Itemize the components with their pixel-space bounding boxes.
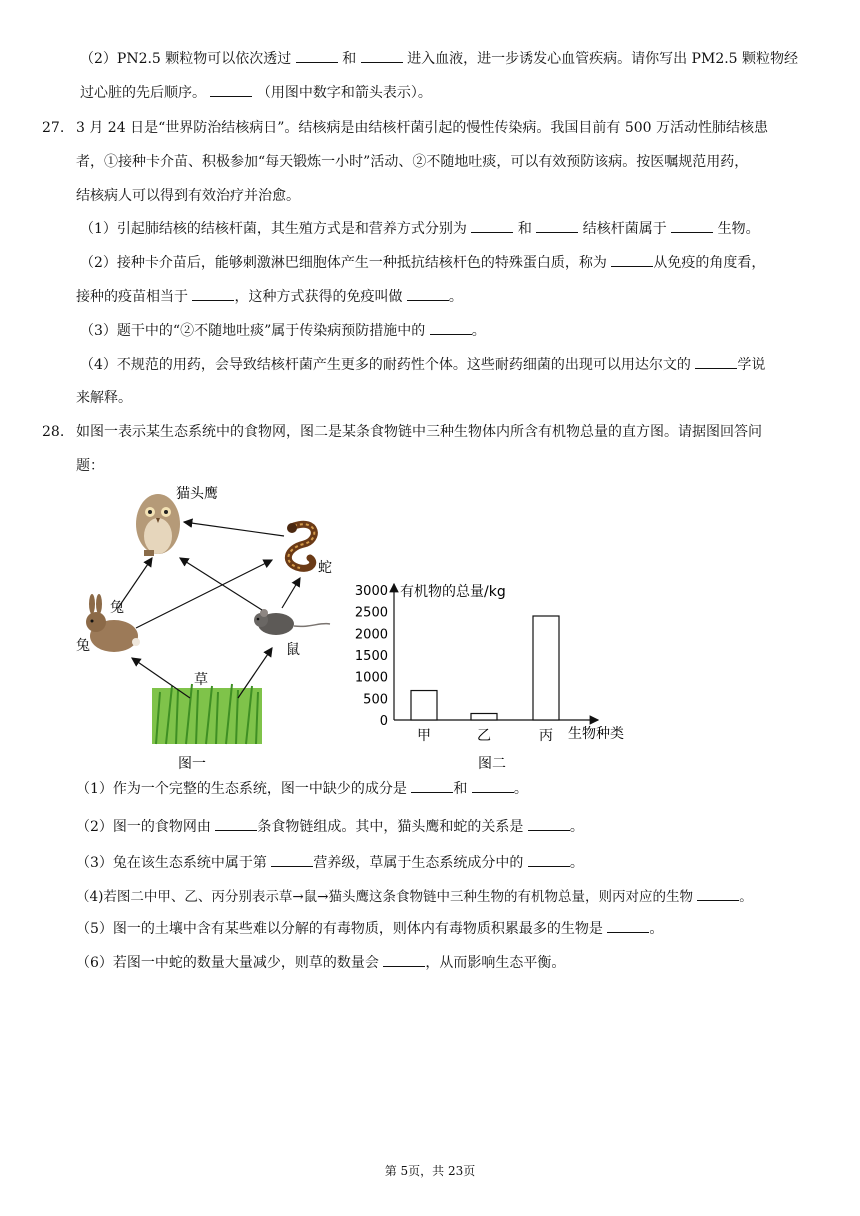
y-tick-label: 2500: [354, 605, 388, 621]
answer-blank[interactable]: [528, 852, 570, 867]
figure2-caption: 图二: [478, 756, 506, 772]
q26-sub2-and: 和: [342, 51, 357, 67]
food-web-figure: [72, 478, 342, 774]
answer-blank[interactable]: [528, 816, 570, 831]
answer-blank[interactable]: [472, 778, 514, 793]
rabbit-label-left: 兔: [76, 638, 90, 654]
y-tick-label: 500: [363, 692, 388, 708]
answer-blank[interactable]: [361, 48, 403, 63]
q28-sub1: [76, 778, 528, 799]
arrow-snake-to-owl: [184, 522, 284, 536]
q27-sub1-text: （1）引起肺结核的结核杆菌，其生殖方式是和营养方式分别为: [80, 221, 467, 237]
y-axis-label: 有机物的总量/kg: [400, 584, 506, 600]
q27-sub2-text-d: ，这种方式获得的免疫叫做: [234, 289, 403, 305]
y-tick-label: 0: [379, 714, 388, 729]
answer-blank[interactable]: [430, 320, 472, 335]
answer-blank[interactable]: [611, 252, 653, 267]
q28-stem-line1: 如图一表示某生态系统中的食物网，图二是某条食物链中三种生物体内所含有机物总量的直方图。请据图回答问: [76, 424, 762, 440]
q26-sub2-line1: [80, 48, 798, 69]
q27-sub2-text-c: 接种的疫苗相当于: [76, 289, 188, 305]
answer-blank[interactable]: [210, 82, 252, 97]
arrow-mouse-to-snake: [282, 578, 300, 608]
answer-blank[interactable]: [383, 952, 425, 967]
q28-sub5-end: 。: [649, 921, 664, 937]
q28-number: 28.: [42, 424, 65, 440]
bars: [411, 616, 559, 720]
bar-甲: [411, 691, 437, 720]
q27-sub3-end: 。: [471, 323, 486, 339]
x-category-label: 甲: [417, 728, 431, 744]
x-category-label: 乙: [477, 728, 491, 744]
q27-sub4-text-a: （4）不规范的用药，会导致结核杆菌产生更多的耐药性个体。这些耐药细菌的出现可以用达尔文的: [80, 357, 691, 373]
q27-stem-line1: 3 月 24 日是“世界防治结核病日”。结核病是由结核杆菌引起的慢性传染病。我国目前有 500 万活动性肺结核患: [76, 120, 769, 136]
q28-sub1-text: （1）作为一个完整的生态系统，图一中缺少的成分是: [76, 781, 407, 797]
q28-sub2-end: 。: [569, 819, 584, 835]
q26-sub2-text-a: （2）PN2.5 颗粒物可以依次透过: [80, 51, 292, 67]
q28-sub4-end: 。: [739, 889, 753, 905]
owl-label: 猫头鹰: [176, 486, 218, 502]
q28-sub1-end: 。: [513, 781, 528, 797]
grass-label: 草: [194, 672, 208, 688]
q28-sub4: [76, 886, 753, 907]
x-axis-label: 生物种类: [568, 726, 624, 742]
q28-sub3-text-a: （3）兔在该生态系统中属于第: [76, 855, 267, 871]
q28-sub2-text-a: （2）图一的食物网由: [76, 819, 211, 835]
q28-sub2-text-b: 条食物链组成。其中，猫头鹰和蛇的关系是: [257, 819, 524, 835]
q28-sub5-text: （5）图一的土壤中含有某些难以分解的有毒物质，则体内有毒物质积累最多的生物是: [76, 921, 603, 937]
q27-stem-line2: 者，①接种卡介苗、积极参加“每天锻炼一小时”活动、②不随地吐痰，可以有效预防该病。按医嘱规范用药，: [76, 154, 749, 170]
answer-blank[interactable]: [215, 816, 257, 831]
bar-乙: [471, 714, 497, 721]
x-category-label: 丙: [539, 728, 553, 744]
q26-sub2-text-c: 过心脏的先后顺序。: [80, 85, 206, 101]
owl-illustration: [136, 494, 180, 556]
y-axis-ticks: [355, 584, 388, 729]
y-tick-label: 3000: [354, 584, 388, 599]
arrow-rabbit-to-owl: [118, 558, 152, 608]
q28-sub4-text: （4)若图二中甲、乙、丙分别表示草→鼠→猫头鹰这条食物链中三种生物的有机物总量，则丙对应的生物: [76, 889, 693, 905]
q28-sub1-and: 和: [453, 781, 468, 797]
snake-label: 蛇: [318, 560, 332, 576]
answer-blank[interactable]: [271, 852, 313, 867]
y-tick-label: 1500: [354, 649, 388, 664]
arrow-mouse-to-owl: [180, 558, 262, 610]
q27-sub2-text-a: （2）接种卡介苗后，能够刺激淋巴细胞体产生一种抵抗结核杆色的特殊蛋白质，称为: [80, 255, 607, 271]
snake-illustration: [287, 523, 314, 568]
q26-sub2-text-b: 进入血液，进一步诱发心血管疾病。请你写出 PM2.5 颗粒物经: [407, 51, 799, 67]
q28-sub6: [76, 952, 565, 973]
y-tick-label: 2000: [354, 627, 388, 643]
q27-sub3-text: （3）题干中的“②不随地吐痰”属于传染病预防措施中的: [80, 323, 426, 339]
q27-sub2-text-b: 从免疫的角度看，: [653, 255, 766, 271]
answer-blank[interactable]: [407, 286, 449, 301]
q26-sub2-text-d: （用图中数字和箭头表示）。: [256, 85, 432, 101]
rabbit-label-top: 兔: [110, 600, 124, 616]
x-axis-categories: [417, 728, 553, 744]
bar-丙: [533, 616, 559, 720]
organic-matter-bar-chart: [348, 572, 638, 774]
answer-blank[interactable]: [697, 886, 739, 901]
q27-sub1-and: 和: [517, 221, 532, 237]
answer-blank[interactable]: [471, 218, 513, 233]
q27-sub1-text-d: 生物。: [717, 221, 760, 237]
q28-sub6-text-b: ，从而影响生态平衡。: [425, 955, 566, 971]
y-tick-label: 1000: [354, 670, 388, 686]
answer-blank[interactable]: [607, 918, 649, 933]
q27-sub2-line2: [76, 286, 463, 307]
q28-sub6-text-a: （6）若图一中蛇的数量大量减少，则草的数量会: [76, 955, 379, 971]
mouse-illustration: [254, 609, 330, 635]
q27-sub2-line1: [80, 252, 765, 273]
q28-sub3-end: 。: [569, 855, 584, 871]
arrow-rabbit-to-snake: [136, 560, 272, 628]
q28-stem-line2: 题：: [76, 458, 104, 474]
q28-sub5: [76, 918, 663, 939]
q27-sub4-text-b: 学说: [737, 357, 766, 373]
answer-blank[interactable]: [411, 778, 453, 793]
q27-sub4-line2: 来解释。: [76, 390, 132, 406]
q27-sub1: [80, 218, 760, 239]
page-footer: 第 5页，共 23页: [384, 1164, 476, 1178]
q27-stem-line3: 结核病人可以得到有效治疗并治愈。: [76, 188, 300, 204]
q27-sub4-line1: [80, 354, 765, 375]
grass-illustration: [152, 684, 262, 744]
answer-blank[interactable]: [296, 48, 338, 63]
q27-sub2-text-e: 。: [448, 289, 463, 305]
answer-blank[interactable]: [671, 218, 713, 233]
q28-sub3: [76, 852, 584, 873]
q26-sub2-line2: [80, 82, 432, 103]
answer-blank[interactable]: [695, 354, 737, 369]
figure1-caption: 图一: [178, 756, 206, 772]
answer-blank[interactable]: [536, 218, 578, 233]
q28-sub3-text-b: 营养级，草属于生态系统成分中的: [313, 855, 524, 871]
answer-blank[interactable]: [192, 286, 234, 301]
q27-sub3: [80, 320, 486, 341]
q27-number: 27.: [42, 120, 65, 136]
q27-sub1-text-c: 结核杆菌属于: [582, 221, 667, 237]
mouse-label: 鼠: [286, 642, 300, 658]
q28-sub2: [76, 816, 584, 837]
